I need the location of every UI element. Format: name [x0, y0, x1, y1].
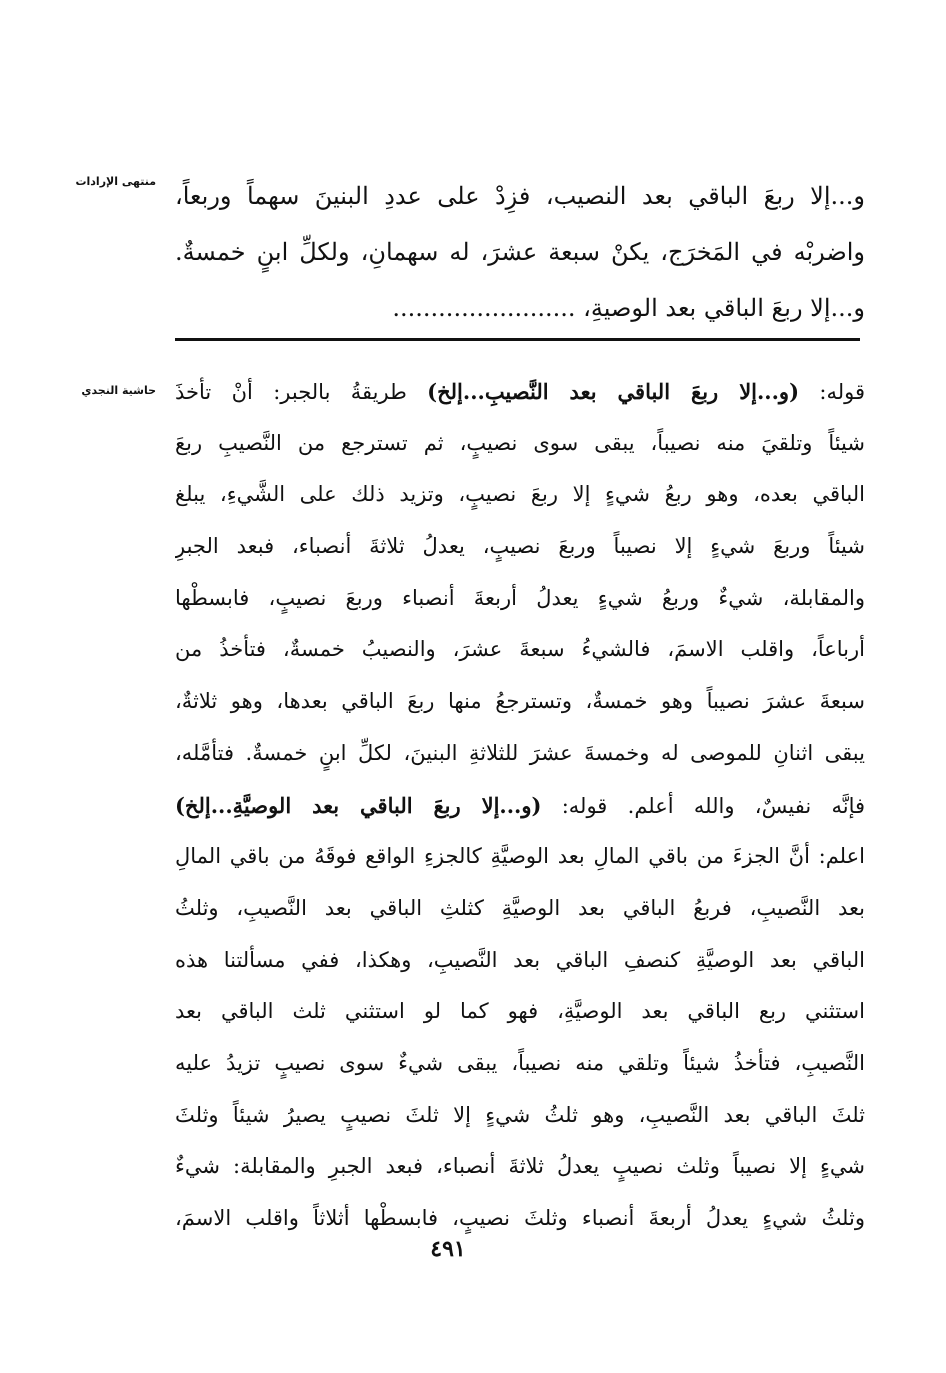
margin-label-hashiya: حاشية النجدي	[81, 384, 156, 397]
matn-line: و...إلا ربعَ الباقي بعد النصيب، فزِدْ على عددِ البنينَ سهماً وربعاً،	[175, 182, 865, 210]
hashiya-line: أرباعاً، واقلب الاسمَ، فالشيءُ سبعةَ عشرَ، والنصيبُ خمسةٌ، فتأخذُ من	[175, 637, 865, 662]
line-text: طريقةُ بالجبر: أنْ تأخذَ	[175, 380, 428, 404]
hashiya-line: يبقى اثنانِ للموصى له وخمسةَ عشرَ للثلاثةِ البنينَ، لكلِّ ابنٍ خمسةٌ. فتأمَّله،	[175, 740, 865, 765]
margin-label-matn: منتهى الإرادات	[75, 175, 156, 188]
hashiya-line: استثني ربع الباقي بعد الوصيَّةِ، فهو كما لو استثني ثلث الباقي بعد	[175, 999, 865, 1024]
hashiya-line: الباقي بعد الوصيَّةِ كنصفِ الباقي بعد النَّصيبِ، وهكذا، ففي مسألتنا هذه	[175, 947, 865, 972]
hashiya-line: بعد النَّصيبِ، فربعُ الباقي بعد الوصيَّةِ كثلثِ الباقي بعد النَّصيبِ، وثلثُ	[175, 895, 865, 920]
hashiya-line: شيئاً وتلقيَ منه نصيباً، يبقى سوى نصيبٍ، ثم تسترجع من النَّصيبِ ربعَ	[175, 430, 865, 455]
hashiya-line: سبعةَ عشرَ نصيباً وهو خمسةٌ، وتسترجعُ منها ربعَ الباقي بعدها، وهو ثلاثةٌ،	[175, 689, 865, 714]
matn-text	[175, 168, 865, 336]
hashiya-line: ثلثَ الباقي بعد النَّصيبِ، وهو ثلثُ شيءٍ إلا ثلثَ نصيبٍ يصيرُ شيئاً وثلثَ	[175, 1102, 865, 1127]
section-divider	[175, 338, 860, 341]
page-number: ٤٩١	[430, 1236, 466, 1262]
hashiya-line: شيئاً وربعَ شيءٍ إلا نصيباً وربعَ نصيبٍ، يعدلُ ثلاثةَ أنصباء، فبعد الجبرِ	[175, 534, 865, 559]
hashiya-line: والمقابلة، شيءٌ وربعُ شيءٍ يعدلُ أربعةَ أنصباء وربعَ نصيبٍ، فابسطْها	[175, 585, 865, 610]
hashiya-line	[175, 366, 865, 418]
hashiya-line: وثلثُ شيءٍ يعدلُ أربعةَ أنصباء وثلثَ نصيبٍ، فابسطْها أثلاثاً واقلب الاسمَ،	[175, 1206, 865, 1230]
hashiya-line: النَّصيبِ، فتأخذُ شيئاً وتلقي منه نصيباً، يبقى شيءٌ سوى نصيبٍ تزيدُ عليه	[175, 1050, 865, 1075]
hashiya-line: شيءٍ إلا نصيباً وثلث نصيبٍ يعدلُ ثلاثةَ أنصباء، فبعد الجبرِ والمقابلة: شيءٌ	[175, 1154, 865, 1179]
hashiya-line: اعلم: أنَّ الجزءَ من باقي المالِ بعد الوصيَّةِ كالجزءِ الواقع فوقَهُ من باقي المالِ	[175, 844, 865, 869]
line-text: قوله:	[799, 380, 865, 404]
hashiya-line	[175, 780, 865, 832]
quoted-heading: (و...إلا ربعَ الباقي بعد النَّصيبِ...إلخ)	[427, 379, 800, 404]
matn-line: واضربْه في المَخرَج، يكنْ سبعة عشرَ، له سهمانِ، ولكلِّ ابنٍ خمسةٌ.	[175, 238, 865, 266]
matn-line: و...إلا ربعَ الباقي بعد الوصيةِ، ........................	[392, 294, 865, 322]
quoted-heading: (و...إلا ربعَ الباقي بعد الوصيَّةِ...إلخ)	[175, 792, 542, 818]
line-text: فإنَّه نفيسٌ، والله أعلم. قوله:	[541, 793, 865, 818]
hashiya-line: الباقي بعده، وهو ربعُ شيءٍ إلا ربعَ نصيبٍ، وتزيد ذلك على الشَّيءِ، يبلغ	[175, 482, 865, 507]
hashiya-text	[175, 366, 865, 1245]
